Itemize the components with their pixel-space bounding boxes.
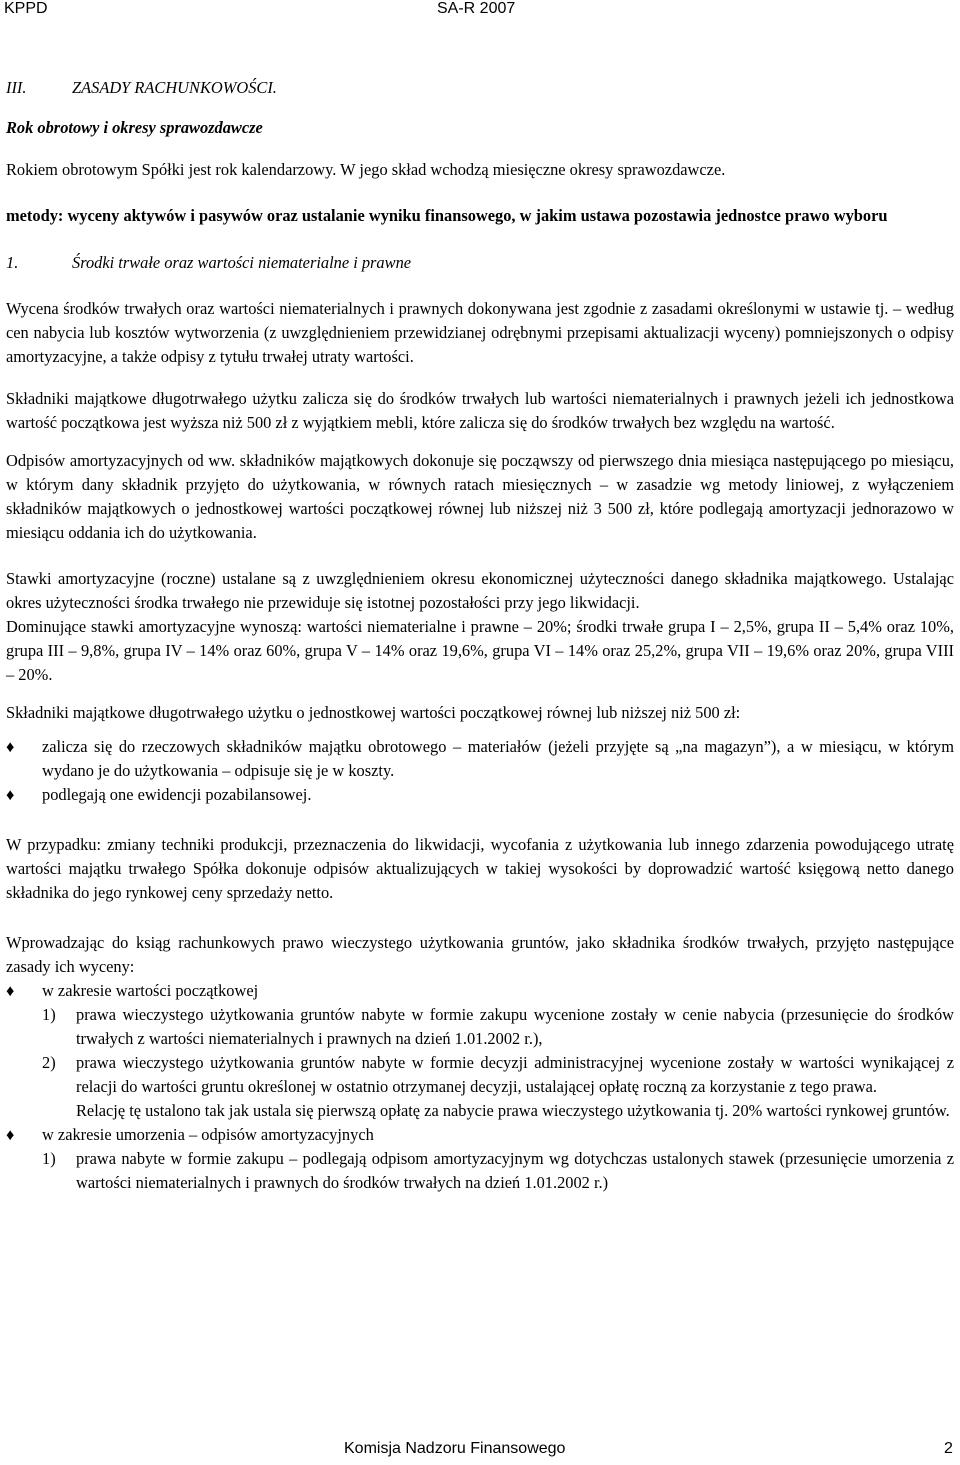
item-text: prawa wieczystego użytkowania gruntów nabyte w formie zakupu wycenione zostały w cenie nabycia (przesunięcie do środków trwałych z wartości niematerialnych i prawnych na dzień 1.01.2002 r.),	[76, 1005, 954, 1048]
bullet-item	[6, 1123, 954, 1147]
subsection-1-number: 1.	[6, 253, 19, 272]
document-body	[6, 76, 954, 1195]
page-header	[0, 0, 960, 22]
subsection-1-heading	[6, 251, 954, 275]
item-number: 2)	[42, 1053, 56, 1072]
numbered-item	[6, 1051, 954, 1099]
diamond-bullet-icon: ♦	[6, 981, 15, 1000]
section-number: III.	[6, 78, 27, 97]
item-text: prawa nabyte w formie zakupu – podlegają odpisom amortyzacyjnym wg dotychczas ustalonych stawek (przesunięcie umorzenia z wartości niematerialnych i prawnych do środków trwałych na dzień 1.01.2002 r.)	[76, 1149, 954, 1192]
numbered-item	[6, 1147, 954, 1195]
section-title: ZASADY RACHUNKOWOŚCI.	[72, 78, 277, 97]
paragraph-wycena: Wycena środków trwałych oraz wartości niematerialnych i prawnych dokonywana jest zgodnie z zasadami określonymi w ustawie tj. – według cen nabycia lub kosztów wytworzenia (z uwzględnieniem przewidzianej odrębnymi przepisami aktualizacji wyceny) pomniejszonych o odpisy amortyzacyjne, a także odpisy z tytułu trwałej utraty wartości.	[6, 299, 954, 366]
diamond-bullet-icon: ♦	[6, 737, 15, 756]
rok-obrotowy-text: Rokiem obrotowym Spółki jest rok kalendarzowy. W jego skład wchodzą miesięczne okresy sprawozdawcze.	[6, 160, 726, 179]
paragraph-wieczyste-uzytkowanie: Wprowadzając do ksiąg rachunkowych prawo wieczystego użytkowania gruntów, jako składnika środków trwałych, przyjęto następujące zasady ich wyceny:	[6, 933, 954, 976]
section-heading	[6, 76, 954, 100]
bullet-item	[6, 783, 954, 807]
item-number: 1)	[42, 1005, 56, 1024]
header-left: KPPD	[4, 0, 48, 17]
metody-heading: metody: wyceny aktywów i pasywów oraz ustalanie wyniku finansowego, w jakim ustawa pozostawia jednostce prawo wyboru	[6, 206, 888, 225]
paragraph-skladniki: Składniki majątkowe długotrwałego użytku zalicza się do środków trwałych lub wartości niematerialnych i prawnych jeżeli ich jednostkowa wartość początkowa jest wyższa niż 500 zł z wyjątkiem mebli, które zalicza się do środków trwałych bez względu na wartość.	[6, 389, 954, 432]
paragraph-odpisy: Odpisów amortyzacyjnych od ww. składników majątkowych dokonuje się począwszy od pierwszego dnia miesiąca następującego po miesiącu, w którym dany składnik przyjęto do użytkowania, w równych ratach miesięcznych – w zasadzie wg metody liniowej, z wyłączeniem składników majątkowych o jednostkowej wartości początkowej równej lub niższej niż 3 500 zł, które podlegają amortyzacji jednorazowo w miesiącu oddania ich do użytkowania.	[6, 451, 954, 542]
bullet-text: w zakresie umorzenia – odpisów amortyzacyjnych	[42, 1125, 374, 1144]
footer-organization: Komisja Nadzoru Finansowego	[344, 1440, 566, 1457]
item-text: prawa wieczystego użytkowania gruntów nabyte w formie decyzji administracyjnej wycenione zostały w wartości wynikającej z relacji do wartości gruntu określonej w ostatnio otrzymanej decyzji, ustalającej opłatę roczną za korzystanie z tego prawa.	[76, 1053, 954, 1096]
diamond-bullet-icon: ♦	[6, 1125, 15, 1144]
bullet-text: podlegają one ewidencji pozabilansowej.	[42, 785, 312, 804]
page-number: 2	[944, 1440, 953, 1457]
bullet-item	[6, 735, 954, 783]
numbered-item-continuation: Relację tę ustalono tak jak ustala się pierwszą opłatę za nabycie prawa wieczystego użytkowania tj. 20% wartości rynkowej gruntów.	[76, 1101, 950, 1120]
bullet-item	[6, 979, 954, 1003]
page-footer	[0, 1440, 960, 1462]
paragraph-dominujace-stawki: Dominujące stawki amortyzacyjne wynoszą: wartości niematerialne i prawne – 20%; środki trwałe grupa I – 2,5%, grupa II – 5,4% oraz 10%, grupa III – 9,8%, grupa IV – 14% oraz 60%, grupa V – 14% oraz 19,6%, grupa VI – 14% oraz 25,2%, grupa VII – 19,6% oraz 20%, grupa VIII – 20%.	[6, 617, 954, 684]
subsection-1-title: Środki trwałe oraz wartości niematerialne i prawne	[72, 253, 412, 272]
paragraph-niskocenne: Składniki majątkowe długotrwałego użytku o jednostkowej wartości początkowej równej lub niższej niż 500 zł:	[6, 703, 741, 722]
bullet-text: w zakresie wartości początkowej	[42, 981, 259, 1000]
item-number: 1)	[42, 1149, 56, 1168]
header-right: SA-R 2007	[437, 0, 516, 17]
paragraph-stawki: Stawki amortyzacyjne (roczne) ustalane są z uwzględnieniem okresu ekonomicznej użyteczności danego składnika majątkowego. Ustalając okres użyteczności środka trwałego nie przewiduje się istotnej pozostałości przy jego likwidacji.	[6, 569, 954, 612]
numbered-item	[6, 1003, 954, 1051]
rok-obrotowy-heading: Rok obrotowy i okresy sprawozdawcze	[6, 118, 263, 137]
bullet-text: zalicza się do rzeczowych składników majątku obrotowego – materiałów (jeżeli przyjęte są „na magazyn”), a w miesiącu, w którym wydano je do użytkowania – odpisuje się je w koszty.	[42, 737, 954, 780]
diamond-bullet-icon: ♦	[6, 785, 15, 804]
paragraph-utrata-wartosci: W przypadku: zmiany techniki produkcji, przeznaczenia do likwidacji, wycofania z użytkowania lub innego zdarzenia powodującego utratę wartości majątku trwałego Spółka dokonuje odpisów aktualizujących w takiej wysokości by doprowadzić wartość księgową netto danego składnika do jego rynkowej ceny sprzedaży netto.	[6, 835, 954, 902]
